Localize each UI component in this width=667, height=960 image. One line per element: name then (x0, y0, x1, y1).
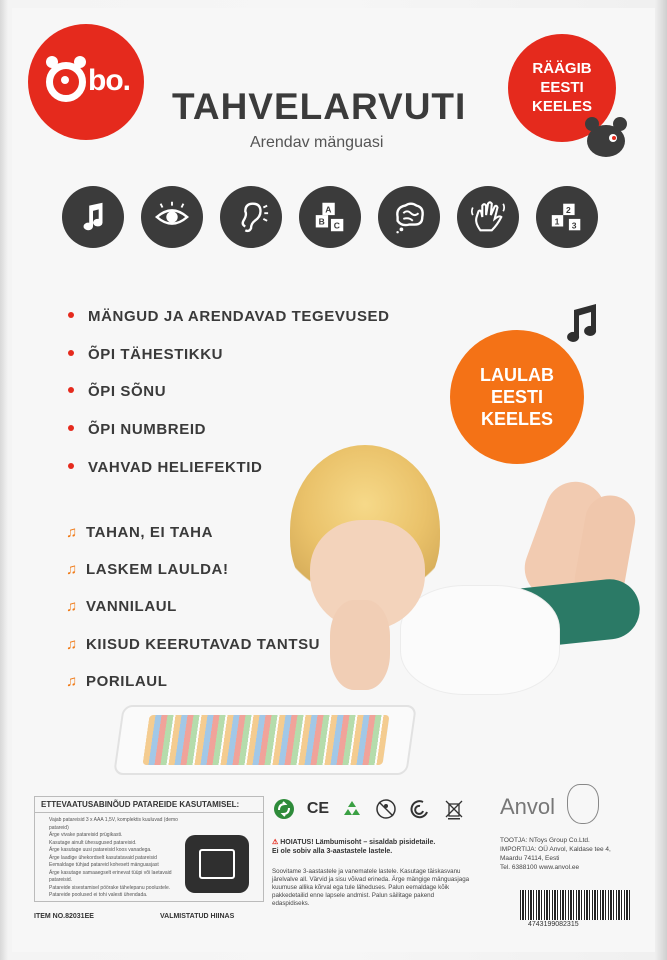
feature-item (68, 308, 390, 325)
importer-line: IMPORTIJA: OÜ Anvol, Kaldase tee 4, (500, 846, 611, 853)
feature-label: ÕPI NUMBREID (88, 421, 207, 438)
music-note-icon: ♫ (66, 561, 78, 578)
bear-mascot-icon (585, 117, 627, 157)
child-hand (330, 600, 390, 690)
warning-age-text: Ei ole sobiv alla 3-aastastele lastele. (272, 848, 393, 855)
barcode-number: 4743199082315 (528, 921, 579, 928)
anvol-logo: Anvol (500, 794, 556, 819)
song-item (66, 561, 229, 578)
feature-item (68, 346, 223, 363)
feature-label: VAHVAD HELIEFEKTID (88, 459, 263, 476)
svg-text:2: 2 (566, 205, 571, 216)
ce-mark: CE (306, 800, 330, 817)
bo-logo (28, 24, 144, 140)
svg-text:B: B (318, 216, 325, 227)
song-label: PORILAUL (86, 673, 168, 690)
song-item (66, 636, 320, 653)
song-item (66, 673, 167, 690)
manufacturer-line: TOOTJA: NToys Group Co.Ltd. (500, 837, 590, 844)
recycling-arrows-icon (340, 797, 364, 821)
battery-compartment-icon (185, 835, 249, 893)
red-bullet-icon (68, 463, 74, 469)
music-note-icon (62, 186, 124, 248)
red-bullet-icon (68, 425, 74, 431)
manufacturer-info (500, 836, 630, 872)
badge-line: RÄÄGIB (532, 60, 592, 77)
badge-line: EESTI (540, 79, 584, 96)
hand-icon (457, 186, 519, 248)
warning-icon: ⚠ (272, 839, 281, 846)
music-note-icon: ♫ (66, 673, 78, 690)
item-number: ITEM NO.82031EE (34, 913, 94, 920)
eye-icon (141, 186, 203, 248)
song-item (66, 598, 177, 615)
logo-bear-eye (61, 76, 69, 84)
music-note-icon: ♫ (66, 636, 78, 653)
feature-item (68, 421, 206, 438)
feature-icon-row (62, 186, 622, 248)
battery-warning-line: Ärge laadige ühekordselt kasutatavaid patareisid (49, 854, 157, 861)
product-subtitle: Arendav mänguasi (250, 134, 384, 151)
abc-blocks-icon (299, 186, 361, 248)
warning-text: Lämbumisoht – sisaldab pisidetaile. (313, 839, 436, 846)
svg-text:A: A (325, 204, 332, 215)
badge-line: KEELES (480, 409, 554, 429)
battery-warning-line: Ärge kasutage samaaegselt erinevat tüüpi või laetavaid patareisid. (49, 869, 172, 883)
made-in-label: VALMISTATUD HIINAS (160, 913, 235, 920)
battery-warning-line: Kasutage ainult ühesugused patareisid. (49, 839, 137, 846)
choking-warning (272, 838, 472, 856)
music-note-icon: ♫ (66, 598, 78, 615)
ear-sound-icon (220, 186, 282, 248)
song-label: LASKEM LAULDA! (86, 561, 229, 578)
red-bullet-icon (68, 350, 74, 356)
battery-warning-line: Ärge vivake patareisid prügikasti. (49, 832, 123, 838)
battery-warning-header: ETTEVAATUSABINÕUD PATAREIDE KASUTAMISEL: (35, 797, 263, 813)
red-bullet-icon (68, 387, 74, 393)
song-label: TAHAN, EI TAHA (86, 524, 214, 541)
certification-icons (272, 796, 492, 822)
badge-line: KEELES (531, 98, 592, 115)
song-label: KIISUD KEERUTAVAD TANTSU (86, 636, 321, 653)
toy-tablet (113, 705, 417, 775)
recycle-icon (272, 797, 296, 821)
feature-label: ÕPI SÕNU (88, 383, 167, 400)
logo-text: bo. (88, 64, 130, 97)
product-title: TAHVELARVUTI (172, 86, 467, 127)
feature-label: MÄNGUD JA ARENDAVAD TEGEVUSED (88, 308, 390, 325)
battery-warning-line: Patareide sisestamisel pöörake tähelepanu poolustele. Patareide poolused ei tohi valesti ühendada. (49, 884, 171, 898)
battery-warning-line: Ärge kasutage uusi patareisid koos vanadega. (49, 847, 152, 853)
sings-estonian-badge (450, 330, 584, 464)
product-description: Soovitame 3-aastastele ja vanematele lastele. Kasutage täiskasvanu järelvalve all. Värvid ja sisu võivad erineda. Ärge mängige mänguasjaga kuumuse allika kõrval ega tule läheduses. Palun eemaldage kõik pakkedetailid enne lapsele andmist. Palun säilitage pakend edaspidiseks. (272, 868, 470, 907)
barcode (520, 890, 630, 920)
battery-warning-line: Vajab patareisid 3 x AAA 1,5V, komplektis kuuluvad (demo patareid) (49, 817, 178, 831)
song-item (66, 524, 213, 541)
badge-line: EESTI (490, 387, 543, 407)
address-line: Maardu 74114, Eesti (500, 855, 560, 862)
anvol-bear-icon (567, 784, 599, 824)
svg-text:C: C (333, 220, 340, 231)
weee-bin-icon (442, 797, 466, 821)
battery-warning-box (34, 796, 264, 902)
feature-label: ÕPI TÄHESTIKKU (88, 346, 224, 363)
red-bullet-icon (68, 312, 74, 318)
song-label: VANNILAUL (86, 598, 177, 615)
numbers-icon (536, 186, 598, 248)
svg-text:1: 1 (554, 216, 560, 227)
brain-icon (378, 186, 440, 248)
battery-warning-line: Eemaldage tühjad patareid kohesett mänguasjast (49, 862, 159, 868)
warning-label: HOIATUS! (280, 839, 314, 846)
contact-line: Tel. 6388100 www.anvol.ee (500, 864, 580, 871)
svg-text:3: 3 (571, 220, 577, 231)
music-note-icon: ♫ (66, 524, 78, 541)
big-music-note-icon (560, 300, 604, 344)
feature-item (68, 459, 262, 476)
no-small-children-icon (374, 797, 398, 821)
toy-tablet-screen (142, 715, 389, 765)
feature-item (68, 383, 166, 400)
green-dot-icon (408, 797, 432, 821)
badge-line: LAULAB (480, 365, 554, 385)
child-shirt (400, 585, 560, 695)
